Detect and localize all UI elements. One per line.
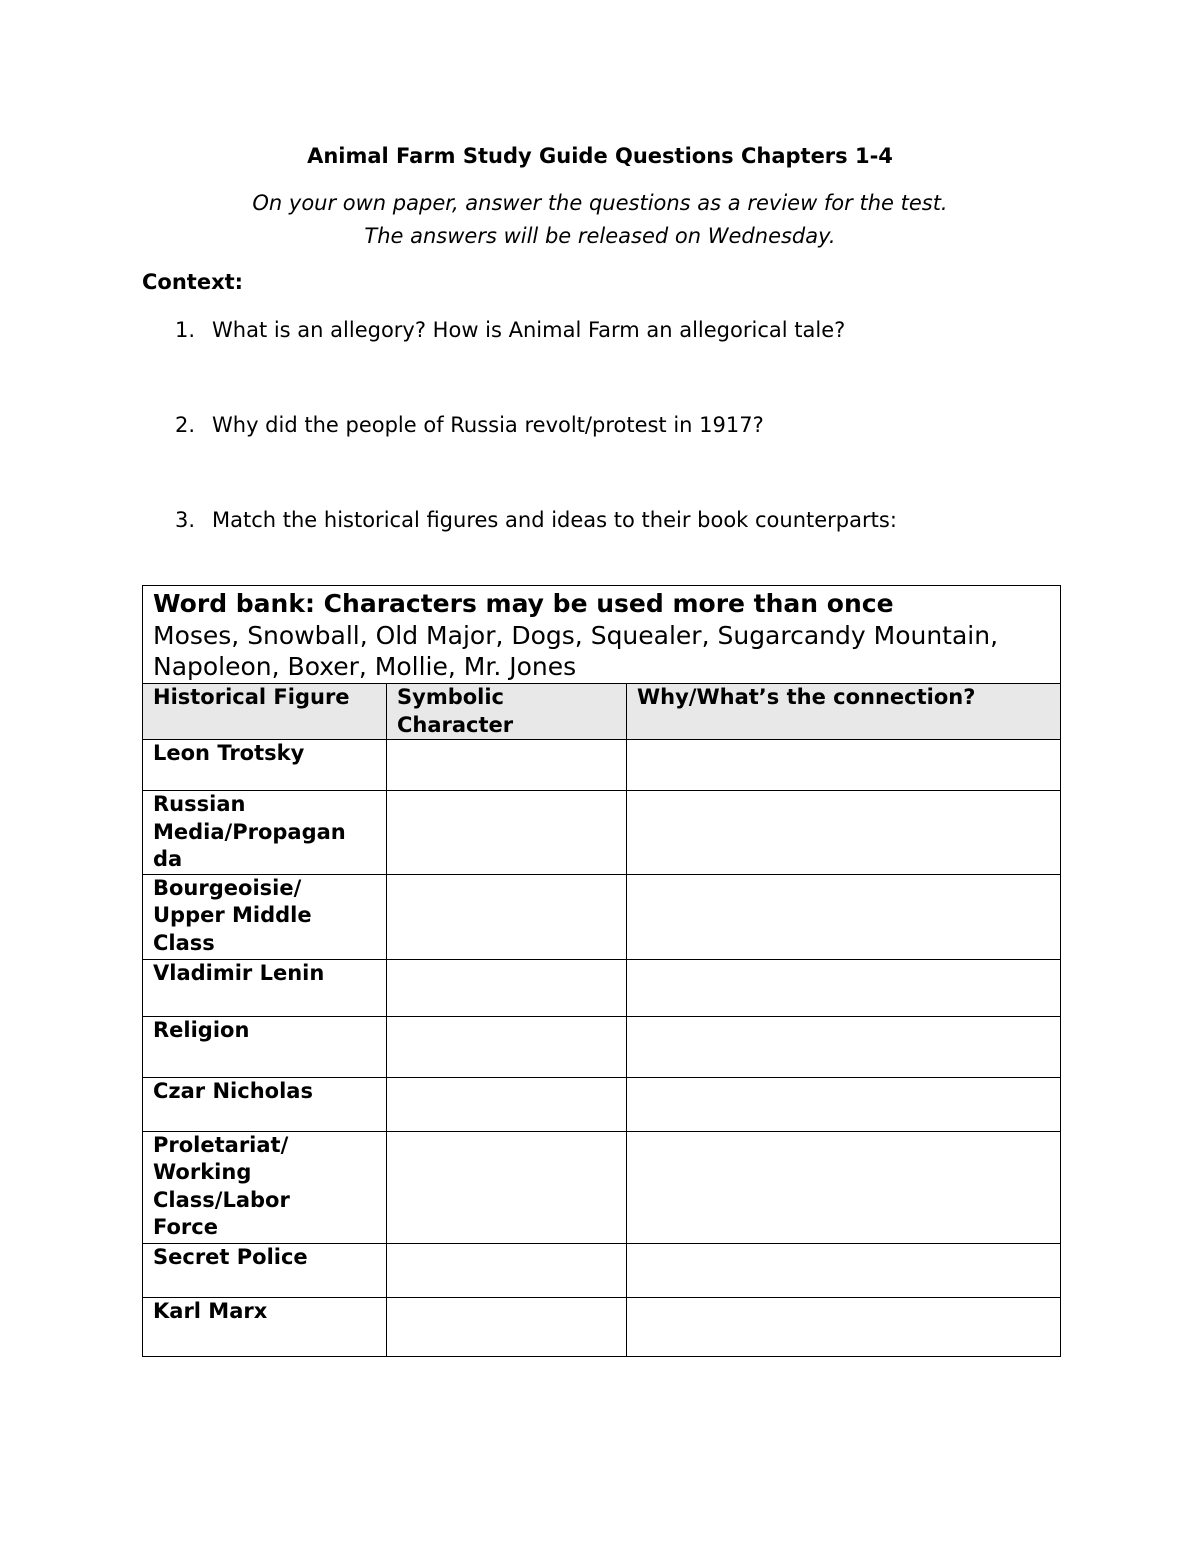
- table-header-row: [143, 684, 1061, 740]
- connection-cell[interactable]: [627, 1243, 1061, 1297]
- historical-figure-cell: Karl Marx: [143, 1297, 387, 1356]
- table-row: [143, 1016, 1061, 1077]
- historical-figure-cell: Russian Media/Propagan da: [143, 791, 387, 875]
- question-number: 1.: [175, 318, 196, 342]
- word-bank: [143, 586, 1061, 684]
- header-historical-figure: Historical Figure: [143, 684, 387, 740]
- table-row: [143, 1243, 1061, 1297]
- symbolic-character-cell[interactable]: [387, 1297, 627, 1356]
- table-row: [143, 1077, 1061, 1131]
- historical-figure-cell: Czar Nicholas: [143, 1077, 387, 1131]
- question-text: What is an allegory? How is Animal Farm an allegorical tale?: [212, 318, 846, 342]
- question-2: [175, 410, 764, 440]
- symbolic-character-cell[interactable]: [387, 1016, 627, 1077]
- table-row: [143, 1131, 1061, 1243]
- symbolic-character-cell[interactable]: [387, 1077, 627, 1131]
- historical-figure-cell: Bourgeoisie/ Upper Middle Class: [143, 874, 387, 959]
- symbolic-character-cell[interactable]: [387, 1243, 627, 1297]
- question-number: 2.: [175, 413, 196, 437]
- word-bank-items: Moses, Snowball, Old Major, Dogs, Squealer, Sugarcandy Mountain, Napoleon, Boxer, Mollie, Mr. Jones: [153, 620, 999, 681]
- table-row: [143, 791, 1061, 875]
- symbolic-character-cell[interactable]: [387, 740, 627, 791]
- connection-cell[interactable]: [627, 1077, 1061, 1131]
- historical-figure-cell: Proletariat/ Working Class/Labor Force: [143, 1131, 387, 1243]
- connection-cell[interactable]: [627, 874, 1061, 959]
- table-row: [143, 874, 1061, 959]
- instruction-line: The answers will be released on Wednesday.: [364, 224, 836, 248]
- page-title: Animal Farm Study Guide Questions Chapters 1-4: [307, 144, 893, 168]
- historical-figure-cell: Leon Trotsky: [143, 740, 387, 791]
- symbolic-character-cell[interactable]: [387, 959, 627, 1016]
- connection-cell[interactable]: [627, 1297, 1061, 1356]
- connection-cell[interactable]: [627, 791, 1061, 875]
- table-row: [143, 959, 1061, 1016]
- historical-figure-cell: Vladimir Lenin: [143, 959, 387, 1016]
- historical-figure-cell: Religion: [143, 1016, 387, 1077]
- connection-cell[interactable]: [627, 959, 1061, 1016]
- context-heading: Context:: [142, 270, 244, 294]
- word-bank-row: [143, 586, 1061, 684]
- question-text: Match the historical figures and ideas to their book counterparts:: [212, 508, 897, 532]
- header-symbolic-character: Symbolic Character: [387, 684, 627, 740]
- connection-cell[interactable]: [627, 1016, 1061, 1077]
- instruction-line: On your own paper, answer the questions as a review for the test.: [252, 191, 948, 215]
- connection-cell[interactable]: [627, 740, 1061, 791]
- word-bank-title: Word bank: Characters may be used more than once: [153, 589, 894, 618]
- instructions: [0, 187, 1200, 253]
- header-connection: Why/What’s the connection?: [627, 684, 1061, 740]
- question-3: [175, 505, 897, 535]
- table-row: [143, 740, 1061, 791]
- table-row: [143, 1297, 1061, 1356]
- question-number: 3.: [175, 508, 196, 532]
- symbolic-character-cell[interactable]: [387, 791, 627, 875]
- connection-cell[interactable]: [627, 1131, 1061, 1243]
- question-1: [175, 315, 845, 345]
- matching-table: [142, 585, 1061, 1357]
- question-text: Why did the people of Russia revolt/protest in 1917?: [212, 413, 764, 437]
- symbolic-character-cell[interactable]: [387, 874, 627, 959]
- symbolic-character-cell[interactable]: [387, 1131, 627, 1243]
- historical-figure-cell: Secret Police: [143, 1243, 387, 1297]
